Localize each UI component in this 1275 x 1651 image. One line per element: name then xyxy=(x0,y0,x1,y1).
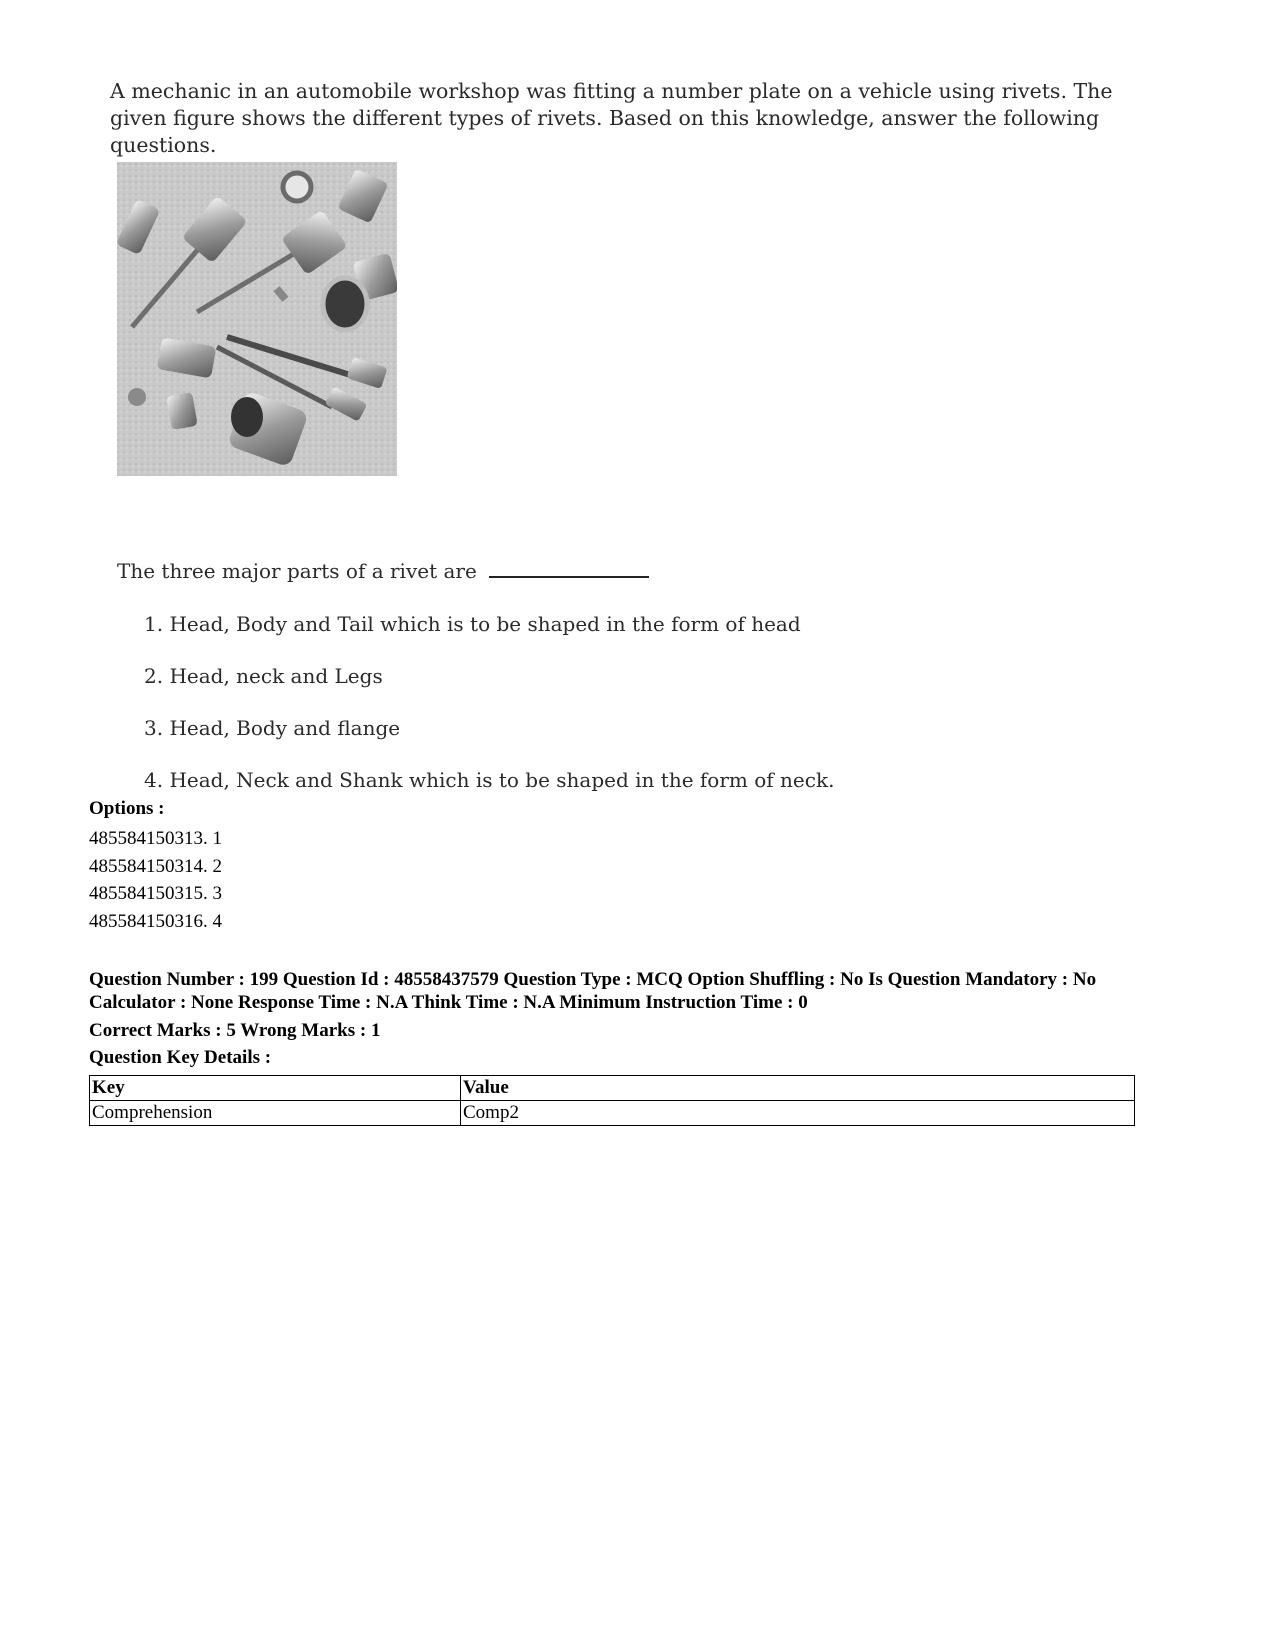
option-item: 485584150314. 2 xyxy=(89,855,222,877)
answer-blank xyxy=(489,558,649,578)
option-item: 485584150313. 1 xyxy=(89,828,222,849)
key-details-heading: Question Key Details : xyxy=(89,1047,272,1068)
choice-2: 2. Head, neck and Legs xyxy=(144,664,383,688)
header-value: Value xyxy=(461,1076,1135,1101)
key-details-table xyxy=(89,1075,1135,1126)
question-stem-text: The three major parts of a rivet are xyxy=(117,559,477,583)
choice-3: 3. Head, Body and flange xyxy=(144,716,401,740)
passage-text: A mechanic in an automobile workshop was fitting a number plate on a vehicle using rivets. The given figure shows the different types of rivets. Based on this knowledge, answer the following questions. xyxy=(110,79,1113,157)
options-list xyxy=(89,825,222,935)
cell-value: Comp2 xyxy=(461,1101,1135,1126)
marks-info: Correct Marks : 5 Wrong Marks : 1 xyxy=(89,1020,381,1041)
choice-4: 4. Head, Neck and Shank which is to be shaped in the form of neck. xyxy=(144,768,835,792)
option-item: 485584150316. 4 xyxy=(89,910,222,932)
cell-key: Comprehension xyxy=(90,1101,461,1126)
answer-choices xyxy=(144,612,834,820)
question-info: Question Number : 199 Question Id : 48558437579 Question Type : MCQ Option Shuffling : No Is Question Mandatory : No Calculator : None Response Time : N.A Think Time : N.A Minimum Instruction Time : 0 xyxy=(89,969,1097,1013)
options-heading: Options : xyxy=(89,798,165,819)
header-key: Key xyxy=(90,1076,461,1101)
choice-1: 1. Head, Body and Tail which is to be shaped in the form of head xyxy=(144,612,801,636)
table-header-row xyxy=(90,1076,1135,1101)
rivets-photo xyxy=(117,162,397,476)
table-row xyxy=(90,1101,1135,1126)
question-stem xyxy=(117,558,649,583)
option-item: 485584150315. 3 xyxy=(89,883,222,904)
